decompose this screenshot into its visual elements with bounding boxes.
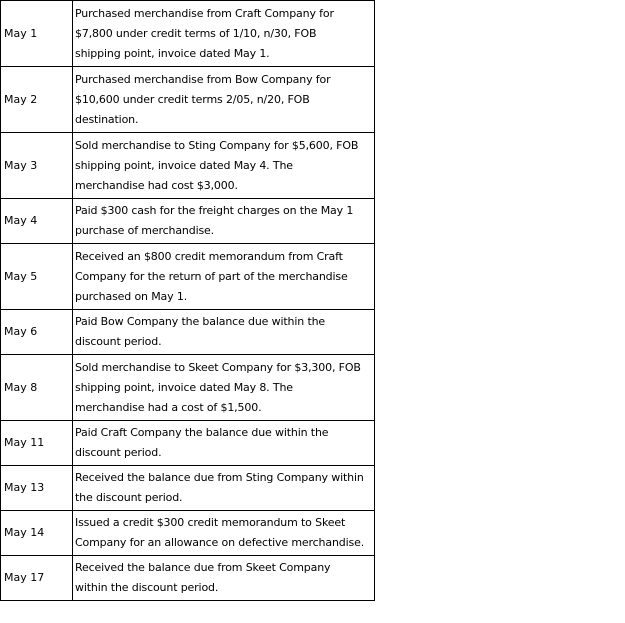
description-line: Paid $300 cash for the freight charges on the May 1 <box>75 204 354 217</box>
transaction-date: May 8 <box>1 355 73 421</box>
transaction-description <box>73 355 375 421</box>
table-row <box>1 556 375 601</box>
description-line: Issued a credit $300 credit memorandum to Skeet <box>75 516 346 529</box>
description-line: Purchased merchandise from Craft Company for <box>75 6 334 20</box>
transaction-description <box>73 310 375 355</box>
description-line: purchased on May 1. <box>75 289 188 303</box>
transaction-date: May 1 <box>1 1 73 67</box>
description-line: shipping point, invoice dated May 4. The <box>75 158 293 172</box>
description-line: Paid Craft Company the balance due within the <box>75 426 329 439</box>
transaction-date: May 14 <box>1 511 73 556</box>
description-line: Received the balance due from Sting Company within <box>75 471 364 484</box>
transaction-date: May 17 <box>1 556 73 601</box>
transaction-date: May 11 <box>1 421 73 466</box>
description-line: destination. <box>75 112 139 126</box>
description-line: Received an $800 credit memorandum from Craft <box>75 249 343 263</box>
table-row <box>1 133 375 199</box>
table-row <box>1 421 375 466</box>
description-line: Received the balance due from Skeet Company <box>75 561 331 574</box>
description-line: Paid Bow Company the balance due within the <box>75 315 326 328</box>
transaction-description <box>73 133 375 199</box>
description-line: $10,600 under credit terms 2/05, n/20, FOB <box>75 92 310 106</box>
description-line: within the discount period. <box>75 581 219 594</box>
transaction-date: May 6 <box>1 310 73 355</box>
transaction-date: May 13 <box>1 466 73 511</box>
description-line: merchandise had a cost of $1,500. <box>75 400 262 414</box>
description-line: shipping point, invoice dated May 8. The <box>75 380 293 394</box>
transaction-description <box>73 1 375 67</box>
description-line: Company for an allowance on defective merchandise. <box>75 536 365 549</box>
transaction-description <box>73 421 375 466</box>
description-line: discount period. <box>75 335 162 348</box>
transaction-description <box>73 556 375 601</box>
table-row <box>1 244 375 310</box>
table-row <box>1 511 375 556</box>
table-row <box>1 310 375 355</box>
transaction-date: May 5 <box>1 244 73 310</box>
description-line: discount period. <box>75 446 162 459</box>
transaction-description <box>73 199 375 244</box>
table-row <box>1 67 375 133</box>
transaction-date: May 3 <box>1 133 73 199</box>
transaction-description <box>73 466 375 511</box>
description-line: shipping point, invoice dated May 1. <box>75 46 270 60</box>
description-line: the discount period. <box>75 491 183 504</box>
description-line: purchase of merchandise. <box>75 224 215 237</box>
transaction-description <box>73 511 375 556</box>
description-line: Sold merchandise to Sting Company for $5,600, FOB <box>75 138 359 152</box>
table-row <box>1 1 375 67</box>
description-line: Sold merchandise to Skeet Company for $3,300, FOB <box>75 360 361 374</box>
description-line: Purchased merchandise from Bow Company for <box>75 72 331 86</box>
table-row <box>1 466 375 511</box>
transaction-description <box>73 244 375 310</box>
transaction-description <box>73 67 375 133</box>
transaction-date: May 4 <box>1 199 73 244</box>
table-row <box>1 199 375 244</box>
description-line: merchandise had cost $3,000. <box>75 178 238 192</box>
transaction-date: May 2 <box>1 67 73 133</box>
table-row <box>1 355 375 421</box>
description-line: $7,800 under credit terms of 1/10, n/30, FOB <box>75 26 317 40</box>
description-line: Company for the return of part of the merchandise <box>75 269 348 283</box>
